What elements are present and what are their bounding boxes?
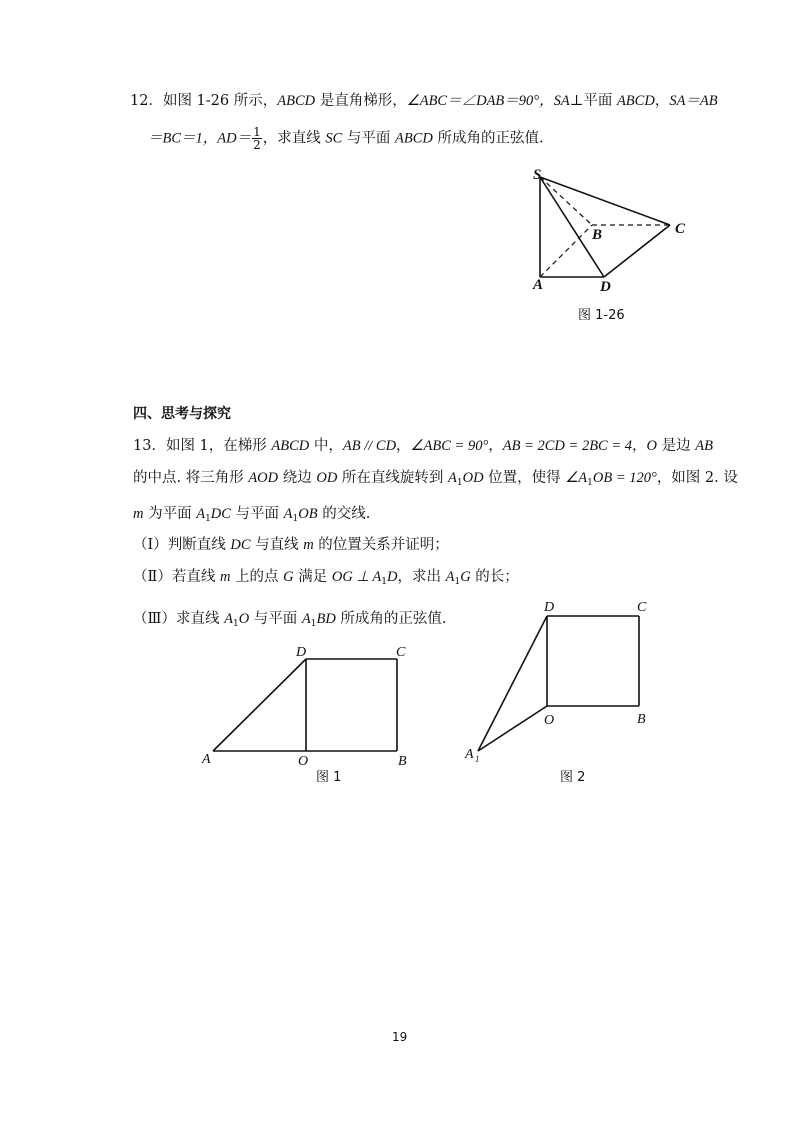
label-A: A bbox=[533, 277, 544, 293]
math: SC bbox=[325, 130, 343, 147]
label-O: O bbox=[544, 713, 555, 728]
math: AB // CD bbox=[342, 438, 397, 454]
segment-AD bbox=[213, 659, 306, 751]
text: 中， bbox=[309, 438, 343, 454]
label-B: B bbox=[637, 712, 646, 727]
math: AB = 2CD = 2BC = 4 bbox=[502, 438, 633, 454]
segment-A1D bbox=[478, 616, 547, 751]
part-label: （Ⅰ） bbox=[133, 537, 168, 553]
label-D: D bbox=[544, 600, 555, 615]
edge-AB-hidden bbox=[540, 225, 592, 277]
math: ABCD bbox=[616, 93, 655, 109]
problem-13-line-2 bbox=[133, 468, 738, 493]
label-A1-subscript: 1 bbox=[475, 754, 480, 764]
text: 满足 bbox=[293, 569, 332, 585]
text: 的长； bbox=[470, 569, 519, 585]
text: 若直线 bbox=[171, 569, 220, 585]
text: 与直线 bbox=[250, 537, 304, 553]
subscript: 1 bbox=[381, 577, 388, 587]
text: 所在直线旋转到 bbox=[337, 470, 449, 486]
math: O bbox=[238, 611, 250, 627]
math: D bbox=[387, 569, 398, 585]
text: 的交线. bbox=[317, 506, 371, 522]
label-D: D bbox=[296, 645, 307, 660]
figure-1-26-caption: 图 1-26 bbox=[578, 308, 625, 323]
figure-1-trapezoid bbox=[195, 640, 420, 770]
math: AB bbox=[695, 438, 713, 454]
math: AD＝ bbox=[217, 130, 252, 147]
segment-A1O bbox=[478, 706, 547, 751]
text: 求直线 bbox=[175, 611, 225, 627]
math: A bbox=[283, 506, 293, 522]
text: 为平面 bbox=[143, 506, 197, 522]
subscript: 1 bbox=[292, 514, 299, 524]
text: 判断直线 bbox=[167, 537, 231, 553]
text: 是边 bbox=[657, 438, 696, 454]
math: m bbox=[219, 569, 231, 585]
problem-13-line-3 bbox=[133, 504, 370, 529]
text: 如图 1-26 所示， bbox=[162, 93, 278, 109]
math: ∠A bbox=[565, 470, 588, 486]
problem-13-line-1 bbox=[133, 436, 713, 456]
fraction-denominator: 2 bbox=[253, 138, 261, 152]
text: 与平面 bbox=[230, 506, 284, 522]
fraction-one-half bbox=[252, 126, 262, 151]
text: 是直角梯形， bbox=[315, 93, 407, 109]
text: ⊥平面 bbox=[569, 93, 617, 109]
math: A bbox=[301, 611, 311, 627]
subscript: 1 bbox=[310, 619, 317, 629]
math: SA bbox=[553, 93, 570, 109]
problem-12-line-1 bbox=[130, 91, 718, 111]
part-label: （Ⅱ） bbox=[133, 569, 172, 585]
edge-SC bbox=[540, 177, 670, 225]
math: m bbox=[133, 506, 144, 522]
problem-number: 12． bbox=[130, 93, 163, 109]
label-O: O bbox=[298, 754, 309, 769]
problem-13-part-3 bbox=[133, 609, 447, 634]
label-D: D bbox=[600, 279, 611, 295]
problem-13-part-2 bbox=[133, 567, 519, 592]
math: OB = 120° bbox=[592, 470, 657, 486]
page-number: 19 bbox=[392, 1030, 408, 1044]
label-A1: A bbox=[465, 747, 474, 762]
math: ABCD bbox=[395, 130, 433, 147]
math: A bbox=[224, 611, 233, 627]
text: 的位置关系并证明； bbox=[313, 537, 449, 553]
fraction-numerator: 1 bbox=[253, 125, 261, 139]
label-B: B bbox=[592, 227, 603, 243]
math: OG ⊥ A bbox=[331, 569, 382, 585]
section-title: 四、思考与探究 bbox=[133, 406, 231, 422]
subscript: 1 bbox=[587, 478, 593, 488]
label-C: C bbox=[396, 645, 406, 660]
math: ABCD bbox=[271, 438, 310, 454]
text: 与平面 bbox=[342, 130, 396, 147]
label-S: S bbox=[533, 167, 542, 183]
label-C: C bbox=[637, 600, 647, 615]
text: 上的点 bbox=[230, 569, 284, 585]
math: BD bbox=[316, 611, 336, 627]
text: 位置，使得 bbox=[483, 470, 566, 486]
subscript: 1 bbox=[454, 577, 461, 587]
text: 与平面 bbox=[249, 611, 302, 627]
problem-12-line-2 bbox=[148, 126, 544, 151]
part-label: （Ⅲ） bbox=[133, 611, 176, 627]
figure-2-rotated bbox=[460, 596, 660, 771]
math: G bbox=[283, 569, 294, 585]
figure-1-caption: 图 1 bbox=[316, 770, 342, 785]
math: O bbox=[646, 438, 657, 454]
subscript: 1 bbox=[232, 619, 239, 629]
math: ∠ABC = 90° bbox=[410, 438, 489, 454]
problem-13-part-1 bbox=[133, 535, 449, 555]
text: ，如图 2. 设 bbox=[656, 470, 738, 486]
subscript: 1 bbox=[205, 514, 211, 524]
label-A: A bbox=[202, 752, 211, 767]
math: ∠ABC＝∠DAB＝90°， bbox=[406, 93, 554, 109]
math: DC bbox=[210, 506, 231, 522]
text: ， bbox=[396, 438, 411, 454]
math: OD bbox=[316, 470, 338, 486]
figure-1-26-pyramid bbox=[520, 165, 700, 300]
text: ，求出 bbox=[397, 569, 446, 585]
text: ， bbox=[632, 438, 647, 454]
text: 13．如图 1，在梯形 bbox=[133, 438, 272, 454]
math: OB bbox=[298, 506, 318, 522]
math: A bbox=[448, 470, 457, 486]
math: AOD bbox=[248, 470, 279, 486]
math: m bbox=[303, 537, 314, 553]
label-B: B bbox=[398, 754, 407, 769]
text: 的中点. 将三角形 bbox=[133, 470, 249, 486]
math: DC bbox=[230, 537, 251, 553]
edge-DC bbox=[604, 225, 670, 277]
math: A bbox=[196, 506, 206, 522]
label-C: C bbox=[675, 221, 686, 237]
math: A bbox=[445, 569, 455, 585]
figure-2-caption: 图 2 bbox=[560, 770, 586, 785]
text: 所成角的正弦值. bbox=[432, 130, 544, 147]
text: ， bbox=[654, 93, 670, 109]
text: 所成角的正弦值. bbox=[335, 611, 447, 627]
subscript: 1 bbox=[456, 478, 463, 488]
math: ABCD bbox=[277, 93, 316, 109]
math: ＝BC＝1， bbox=[148, 130, 218, 147]
text: 绕边 bbox=[278, 470, 317, 486]
math: OD bbox=[462, 470, 484, 486]
math: G bbox=[460, 569, 471, 585]
math: SA＝AB bbox=[669, 93, 718, 109]
text: ，求直线 bbox=[262, 130, 326, 147]
text: ， bbox=[488, 438, 503, 454]
